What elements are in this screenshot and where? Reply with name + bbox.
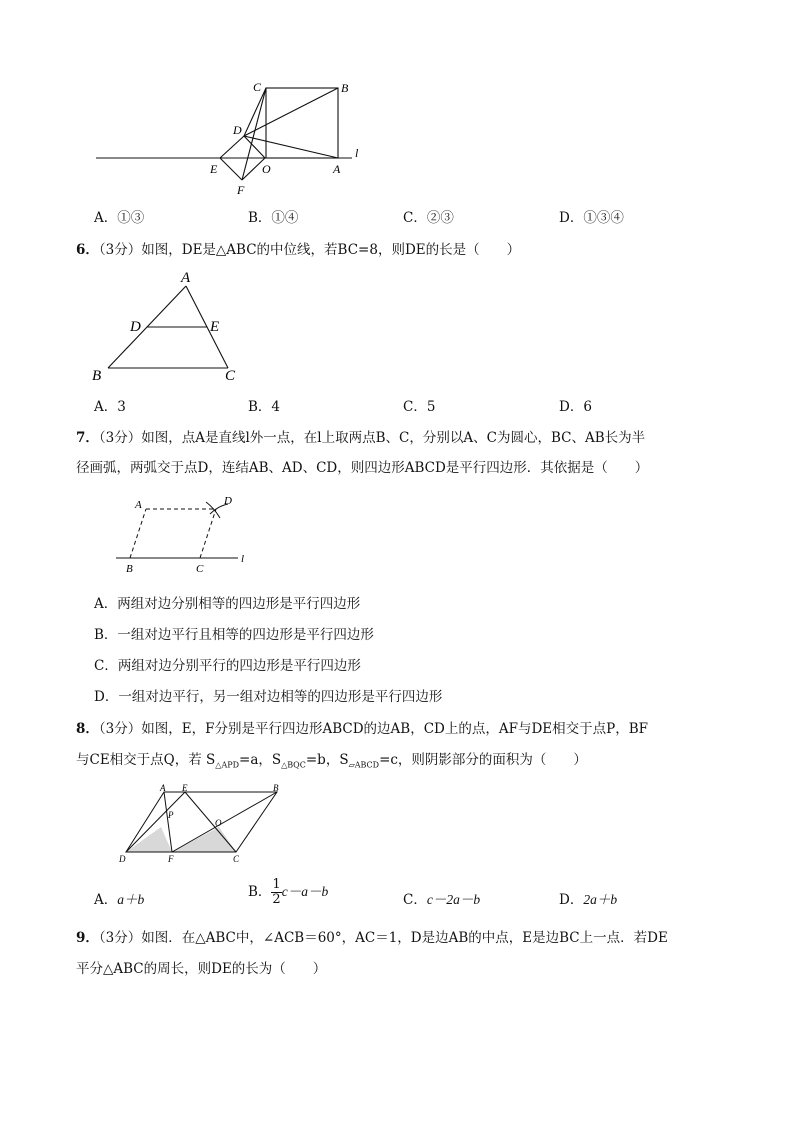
q7-label-d: D bbox=[224, 495, 232, 507]
q8-label-o: O bbox=[215, 818, 222, 828]
q7-number: 7． bbox=[76, 430, 99, 446]
q8-figure bbox=[112, 782, 292, 868]
q7-option-b: B．一组对边平行且相等的四边形是平行四边形 bbox=[94, 627, 374, 643]
q6-label-b: B bbox=[92, 368, 102, 384]
q6-question bbox=[76, 238, 520, 258]
q7-text-line1: （3分）如图，点A是直线l外一点，在l上取两点B、C，分别以A、C为圆心，BC、AB长为半 bbox=[98, 430, 646, 446]
q8-option-b-expr: c－a－b bbox=[281, 884, 329, 899]
q8-subscript-apd: △APD bbox=[215, 760, 240, 770]
q8-option-a bbox=[94, 888, 144, 908]
q8-label-a: A bbox=[160, 783, 166, 793]
q8-fraction-denominator: 2 bbox=[272, 892, 281, 907]
q7-option-c: C．两组对边分别平行的四边形是平行四边形 bbox=[94, 658, 361, 674]
q7-label-c: C bbox=[196, 563, 204, 575]
q5-label-c: C bbox=[253, 80, 262, 94]
q8-fraction-numerator: 1 bbox=[272, 877, 281, 892]
q5-label-o: O bbox=[262, 162, 271, 176]
q6-option-d: D．6 bbox=[559, 399, 592, 415]
q8-option-c-letter: C． bbox=[403, 892, 427, 908]
q7-text-line2: 径画弧，两弧交于点D，连结AB、AD、CD，则四边形ABCD是平行四边形．其依据是（ ） bbox=[76, 460, 649, 476]
q7-label-l: l bbox=[241, 553, 245, 565]
q8-label-f: F bbox=[168, 854, 174, 864]
q7-label-a: A bbox=[135, 499, 142, 511]
q8-option-b-letter: B． bbox=[248, 884, 272, 900]
q7-question-line1 bbox=[76, 426, 645, 446]
q5-option-c: C．②③ bbox=[403, 210, 454, 226]
q5-option-b: B．①④ bbox=[248, 210, 299, 226]
q8-subscript-abcd: ▱ABCD bbox=[348, 760, 380, 770]
q8-question-line1 bbox=[76, 717, 648, 737]
q6-text: （3分）如图，DE是△ABC的中位线，若BC=8，则DE的长是（ ） bbox=[98, 242, 521, 258]
q8-label-e: E bbox=[182, 783, 188, 793]
q8-option-d bbox=[559, 888, 617, 908]
q6-option-b: B．4 bbox=[248, 399, 281, 415]
q8-text-line2 bbox=[76, 748, 587, 770]
q7-figure bbox=[110, 490, 260, 578]
q5-option-d: D．①③④ bbox=[559, 210, 624, 226]
q6-label-e: E bbox=[210, 319, 220, 335]
q6-figure bbox=[88, 264, 248, 386]
q6-label-a: A bbox=[181, 270, 191, 286]
q5-label-f: F bbox=[237, 183, 245, 197]
q7-label-b: B bbox=[126, 563, 133, 575]
q8-subscript-bqc: △BQC bbox=[281, 760, 306, 770]
q8-option-d-letter: D． bbox=[559, 892, 584, 908]
q5-label-a: A bbox=[333, 162, 341, 176]
q5-option-a: A．①③ bbox=[94, 210, 145, 226]
q5-figure bbox=[90, 78, 380, 198]
q7-option-a: A．两组对边分别相等的四边形是平行四边形 bbox=[94, 596, 361, 612]
q8-number: 8． bbox=[76, 721, 99, 737]
q8-option-b-fraction bbox=[271, 878, 281, 907]
q6-option-a: A．3 bbox=[94, 399, 126, 415]
q5-label-e: E bbox=[210, 162, 218, 176]
q5-label-l: l bbox=[355, 146, 359, 160]
q8-option-d-expr: 2a＋b bbox=[583, 892, 618, 907]
q5-label-d: D bbox=[233, 123, 242, 137]
q9-text-line2: 平分△ABC的周长，则DE的长为（ ） bbox=[76, 961, 327, 977]
q8-text-line1: （3分）如图，E，F分别是平行四边形ABCD的边AB，CD上的点，AF与DE相交于点P，BF bbox=[98, 721, 649, 737]
q6-option-c: C．5 bbox=[403, 399, 436, 415]
q8-label-c: C bbox=[233, 854, 240, 864]
q8-option-a-expr: a＋b bbox=[117, 892, 145, 907]
q6-number: 6． bbox=[76, 242, 99, 258]
q7-option-d: D．一组对边平行，另一组对边相等的四边形是平行四边形 bbox=[94, 689, 443, 705]
q6-label-c: C bbox=[225, 368, 236, 384]
q9-question-line1 bbox=[76, 926, 668, 946]
q8-text-part-c: =b，S bbox=[305, 752, 349, 768]
q9-number: 9． bbox=[76, 930, 99, 946]
q9-text-line1: （3分）如图．在△ABC中，∠ACB＝60°，AC＝1，D是边AB的中点，E是边BC上一点．若DE bbox=[98, 930, 668, 946]
q8-option-c bbox=[403, 888, 480, 908]
q8-label-d: D bbox=[119, 854, 126, 864]
q8-label-p: P bbox=[168, 810, 174, 820]
q8-option-c-expr: c－2a－b bbox=[426, 892, 481, 907]
q8-text-part-d: =c，则阴影部分的面积为（ ） bbox=[379, 752, 587, 768]
q5-label-b: B bbox=[341, 81, 349, 95]
q8-text-part-a: 与CE相交于点Q，若 S bbox=[76, 752, 216, 768]
q8-option-a-letter: A． bbox=[94, 892, 118, 908]
q8-option-b bbox=[248, 878, 328, 907]
q6-label-d: D bbox=[130, 319, 141, 335]
q8-text-part-b: =a，S bbox=[239, 752, 282, 768]
q8-label-b: B bbox=[273, 783, 279, 793]
